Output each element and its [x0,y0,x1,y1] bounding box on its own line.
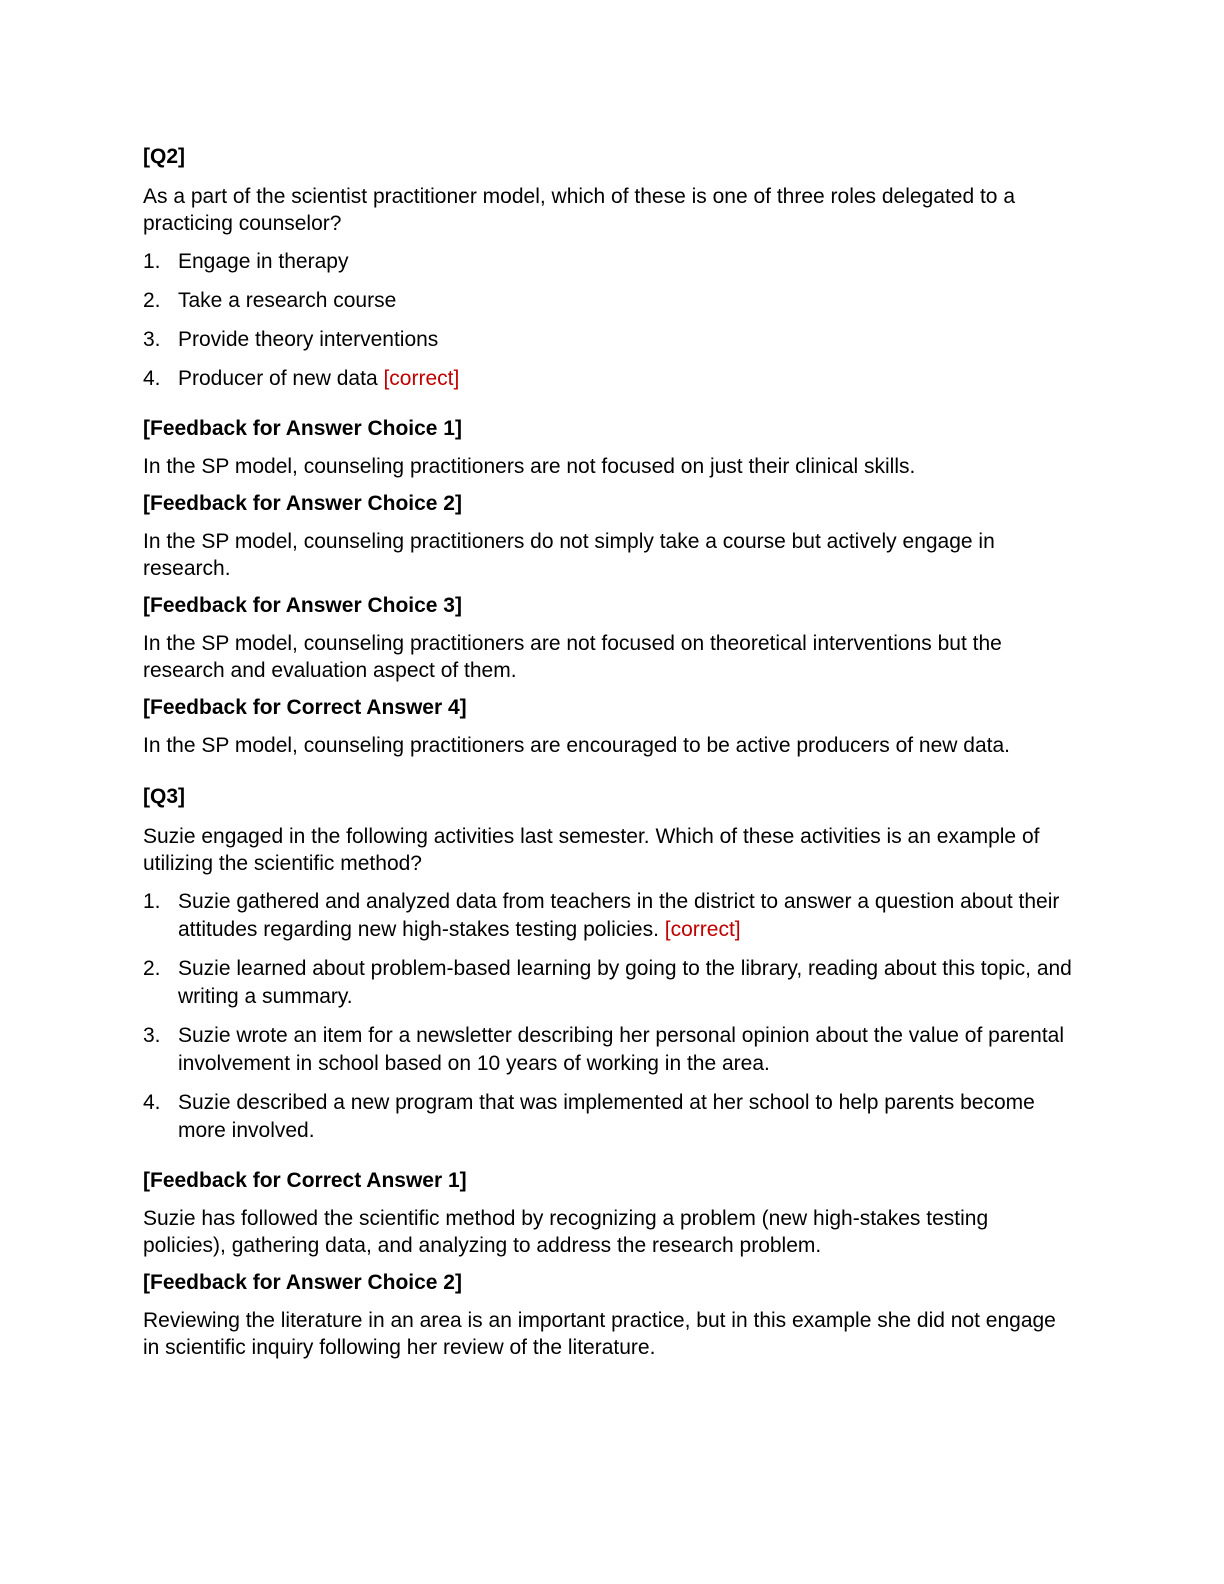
choice-text: Suzie described a new program that was implemented at her school to help parents become more involved. [178,1091,1035,1142]
choice-number: 1. [143,890,161,913]
choice-text: Producer of new data [178,367,378,390]
question-label: [Q2] [143,145,185,168]
choice-number: 2. [143,957,161,980]
feedback-heading: [Feedback for Correct Answer 1] [143,1169,467,1192]
feedback-heading: [Feedback for Answer Choice 2] [143,492,462,515]
choice-text: Suzie learned about problem-based learning by going to the library, reading about this topic, and writing a summary. [178,957,1072,1008]
question-label: [Q3] [143,785,185,808]
feedback-text: Suzie has followed the scientific method by recognizing a problem (new high-stakes testing policies), gathering data, and analyzing to address the research problem. [143,1207,989,1257]
feedback-text: In the SP model, counseling practitioners do not simply take a course but actively engage in research. [143,530,995,580]
answer-choice [143,248,1073,276]
answer-choice [143,287,1073,315]
answer-choice [143,1022,1073,1078]
document-page [143,143,1073,1371]
choice-number: 4. [143,1091,161,1114]
choice-text: Suzie wrote an item for a newsletter describing her personal opinion about the value of parental involvement in school based on 10 years of working in the area. [178,1024,1065,1075]
choice-text: Take a research course [178,289,397,312]
choice-number: 4. [143,367,161,390]
question-q3 [143,783,1073,1361]
answer-choices [143,248,1073,393]
answer-choices [143,888,1073,1145]
choice-number: 3. [143,1024,161,1047]
feedback-heading: [Feedback for Answer Choice 2] [143,1271,462,1294]
answer-choice [143,1089,1073,1145]
feedback-text: In the SP model, counseling practitioners are not focused on theoretical interventions but the research and evaluation aspect of them. [143,632,1002,682]
feedback-text: In the SP model, counseling practitioners are not focused on just their clinical skills. [143,455,916,478]
choice-text: Suzie gathered and analyzed data from teachers in the district to answer a question about their attitudes regarding new high-stakes testing policies. [178,890,1060,941]
question-text: As a part of the scientist practitioner model, which of these is one of three roles delegated to a practicing counselor? [143,185,1015,235]
feedback-text: In the SP model, counseling practitioners are encouraged to be active producers of new data. [143,734,1010,757]
choice-text: Provide theory interventions [178,328,439,351]
choice-number: 1. [143,250,161,273]
question-text: Suzie engaged in the following activities last semester. Which of these activities is an example of utilizing the scientific method? [143,825,1040,875]
choice-number: 2. [143,289,161,312]
answer-choice [143,326,1073,354]
question-q2 [143,143,1073,759]
choice-number: 3. [143,328,161,351]
answer-choice [143,955,1073,1011]
correct-tag: [correct] [664,918,741,941]
feedback-heading: [Feedback for Correct Answer 4] [143,696,467,719]
feedback-heading: [Feedback for Answer Choice 3] [143,594,462,617]
feedback-heading: [Feedback for Answer Choice 1] [143,417,462,440]
feedback-text: Reviewing the literature in an area is an important practice, but in this example she did not engage in scientific inquiry following her review of the literature. [143,1309,1056,1359]
answer-choice [143,365,1073,393]
correct-tag: [correct] [383,367,460,390]
answer-choice [143,888,1073,944]
choice-text: Engage in therapy [178,250,349,273]
